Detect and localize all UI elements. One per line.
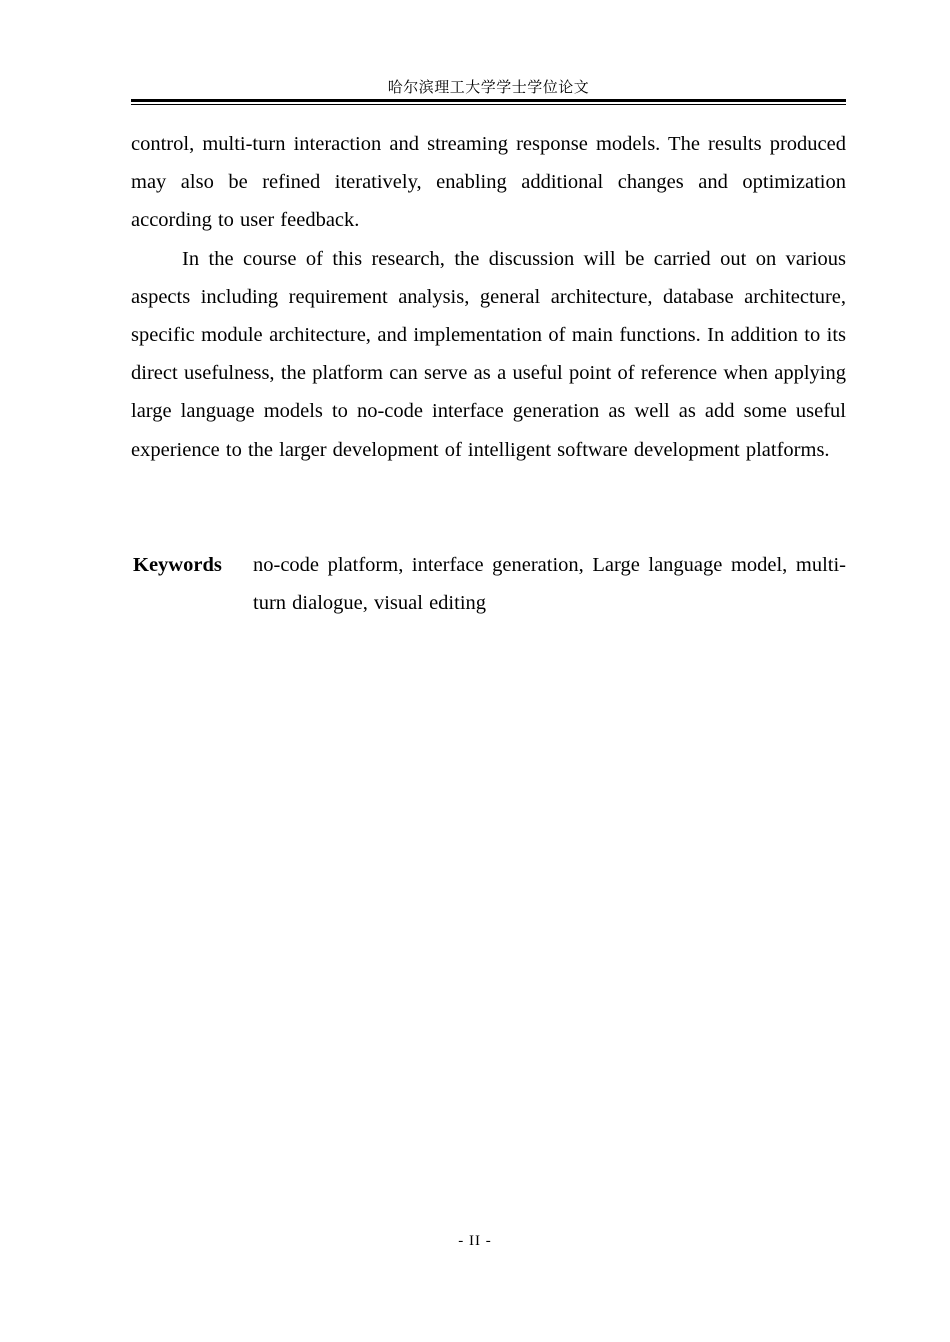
header-rule-thick bbox=[131, 99, 846, 102]
keywords-label: Keywords bbox=[133, 554, 222, 576]
body-text bbox=[131, 125, 846, 469]
keywords-section bbox=[131, 546, 846, 622]
paragraph-continuation: control, multi-turn interaction and streaming response models. The results produced may also be refined iteratively, enabling additional changes and optimization according to user feedback. bbox=[131, 133, 846, 232]
page-number: - II - bbox=[458, 1233, 492, 1249]
page-header: 哈尔滨理工大学学士学位论文 bbox=[387, 80, 590, 96]
header-rule-thin bbox=[131, 104, 846, 105]
keywords-text: no-code platform, interface generation, Large language model, multi-turn dialogue, visual editing bbox=[253, 554, 846, 615]
paragraph-research-scope: In the course of this research, the discussion will be carried out on various aspects including requirement analysis, general architecture, database architecture, specific module architecture, and implementation of main functions. In addition to its direct usefulness, the platform can serve as a useful point of reference when applying large language models to no-code interface generation as well as add some useful experience to the larger development of intelligent software development platforms. bbox=[131, 247, 846, 461]
